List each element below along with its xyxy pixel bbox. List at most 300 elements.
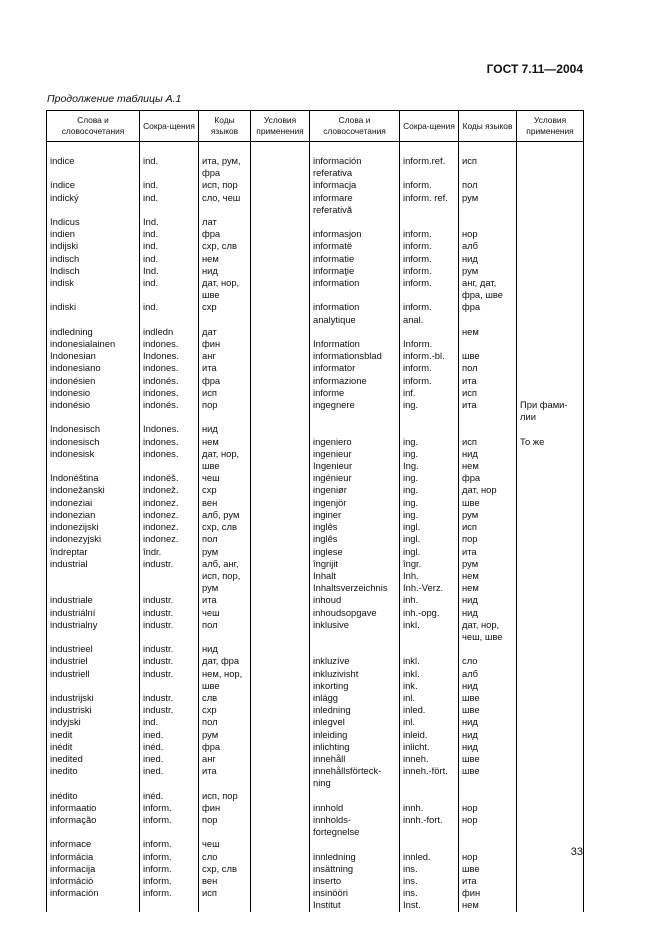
abbrev-right-cell: ing. [400,497,459,509]
abbrev-left-cell: inform. [140,802,199,814]
word-right-cell [310,423,400,435]
lang-codes-right-cell: рум [459,192,517,216]
word-right-cell: informasjon [310,228,400,240]
lang-codes-right-cell: нор [459,851,517,863]
table-row [47,265,584,277]
word-right-cell: informare referativă [310,192,400,216]
word-right-cell [310,216,400,228]
word-right-cell: ingegnere [310,399,400,423]
table-row [47,619,584,643]
conditions-left-cell [251,533,310,545]
abbrev-right-cell: innh.-fort. [400,814,459,838]
word-right-cell [310,790,400,802]
conditions-right-cell [517,216,584,228]
abbrev-right-cell [400,216,459,228]
word-left-cell: indonesio [47,387,140,399]
abbrev-right-cell: inlicht. [400,741,459,753]
abbrev-left-cell: industr. [140,558,199,595]
table-row [47,655,584,667]
lang-codes-right-cell [459,216,517,228]
conditions-right-cell [517,375,584,387]
word-right-cell: inkluzivisht inkorting [310,668,400,692]
conditions-right-cell [517,155,584,179]
conditions-left-cell [251,594,310,606]
conditions-right-cell [517,668,584,692]
word-left-cell: informação [47,814,140,838]
lang-codes-right-cell: нор [459,802,517,814]
abbrev-left-cell: indonez. [140,521,199,533]
conditions-left-cell [251,265,310,277]
table-row [47,387,584,399]
word-left-cell: információ [47,875,140,887]
lang-codes-left-cell: нем, нор, шве [199,668,251,692]
abbrev-left-cell: Indones. [140,350,199,362]
conditions-left-cell [251,887,310,911]
abbrev-right-cell: inneh.-fört. [400,765,459,789]
conditions-right-cell [517,448,584,472]
conditions-left-cell [251,240,310,252]
lang-codes-left-cell: пор [199,399,251,423]
table-header-row [47,111,584,142]
lang-codes-left-cell: анг [199,350,251,362]
lang-codes-right-cell: нид [459,607,517,619]
conditions-left-cell [251,216,310,228]
lang-codes-left-cell: схр, слв [199,240,251,252]
conditions-right-cell [517,619,584,643]
lang-codes-right-cell: нид [459,594,517,606]
abbrev-right-cell [400,643,459,655]
conditions-left-cell [251,643,310,655]
word-right-cell: ingeniero [310,436,400,448]
lang-codes-left-cell: пол [199,533,251,545]
word-right-cell [310,643,400,655]
abbrev-left-cell: inform. [140,863,199,875]
word-left-cell: informace [47,838,140,850]
word-right-cell: ingeniør [310,484,400,496]
lang-codes-left-cell: слв [199,692,251,704]
table-row [47,838,584,850]
col-header-words-left: Слова и словосочетания [47,111,140,142]
abbrev-left-cell: ind. [140,253,199,265]
table-row [47,668,584,692]
conditions-right-cell [517,277,584,301]
word-left-cell: industriální [47,607,140,619]
abbrev-left-cell: ind. [140,228,199,240]
abbrev-left-cell: inform. [140,851,199,863]
conditions-right-cell [517,192,584,216]
abbrev-left-cell: industr. [140,643,199,655]
lang-codes-left-cell: нем [199,436,251,448]
abbrev-right-cell: ing. [400,436,459,448]
lang-codes-left-cell: пол [199,716,251,728]
word-right-cell: inleiding [310,729,400,741]
word-left-cell: indoneziai [47,497,140,509]
abbrev-right-cell: ins. [400,875,459,887]
word-right-cell: ingenieur Ingenieur [310,448,400,472]
lang-codes-left-cell: ита [199,594,251,606]
lang-codes-right-cell: нид нем [459,448,517,472]
abbrev-left-cell: indonez. [140,533,199,545]
abbrev-left-cell: îndr. [140,546,199,558]
lang-codes-left-cell: вен [199,875,251,887]
abbrev-right-cell: inform. [400,228,459,240]
conditions-left-cell [251,607,310,619]
abbrev-right-cell: Inform. [400,338,459,350]
word-left-cell: industriell [47,668,140,692]
lang-codes-left-cell: сло [199,851,251,863]
conditions-right-cell [517,814,584,838]
conditions-left-cell [251,521,310,533]
abbrev-left-cell: indonéš. [140,472,199,484]
word-right-cell: informatë [310,240,400,252]
abbrev-right-cell: inform.ref. [400,155,459,179]
word-left-cell: Indonesian [47,350,140,362]
lang-codes-right-cell: нид [459,253,517,265]
word-left-cell: industriale [47,594,140,606]
word-right-cell: Information [310,338,400,350]
conditions-right-cell [517,802,584,814]
word-left-cell: indonésio [47,399,140,423]
table-row [47,607,584,619]
word-left-cell: indice [47,155,140,179]
conditions-right-cell [517,790,584,802]
table-row [47,692,584,704]
lang-codes-left-cell: дат [199,326,251,338]
table-row [47,887,584,911]
lang-codes-right-cell: нем [459,326,517,338]
page-number: 33 [570,846,583,858]
lang-codes-left-cell: схр [199,704,251,716]
lang-codes-right-cell: исп [459,155,517,179]
table-row [47,851,584,863]
conditions-left-cell [251,228,310,240]
abbrev-left-cell: indonés. [140,375,199,387]
word-right-cell: informationsblad [310,350,400,362]
word-right-cell: informaţie [310,265,400,277]
lang-codes-right-cell: шве [459,765,517,789]
word-left-cell: indonezian [47,509,140,521]
lang-codes-left-cell: дат, нор, шве [199,448,251,472]
word-left-cell: indisk [47,277,140,301]
abbrev-right-cell [400,423,459,435]
conditions-right-cell [517,484,584,496]
col-header-lang-codes-left: Коды языков [199,111,251,142]
conditions-left-cell [251,387,310,399]
abbrev-right-cell: inh.-opg. [400,607,459,619]
word-left-cell: inédit [47,741,140,753]
lang-codes-left-cell: исп, пор [199,179,251,191]
word-right-cell [310,326,400,338]
lang-codes-left-cell: фин [199,338,251,350]
table-row [47,790,584,802]
lang-codes-right-cell [459,790,517,802]
word-right-cell: informator [310,362,400,374]
conditions-right-cell [517,326,584,338]
word-left-cell: indonésien [47,375,140,387]
word-right-cell: informe [310,387,400,399]
conditions-left-cell [251,472,310,484]
abbrev-left-cell: ind. [140,301,199,325]
lang-codes-left-cell: схр, слв [199,863,251,875]
conditions-right-cell [517,643,584,655]
lang-codes-right-cell: рум нем нем [459,558,517,595]
conditions-left-cell [251,765,310,789]
word-right-cell: información referativa [310,155,400,179]
table-row [47,326,584,338]
table-row [47,802,584,814]
word-right-cell: informacja [310,179,400,191]
abbrev-right-cell: ins. [400,863,459,875]
abbrev-right-cell: inform.-bl. [400,350,459,362]
abbrev-left-cell: Ind. [140,265,199,277]
word-left-cell: índice [47,179,140,191]
lang-codes-left-cell: сло, чеш [199,192,251,216]
table-row [47,546,584,558]
conditions-right-cell [517,497,584,509]
abbrev-left-cell: indones. [140,387,199,399]
table-row [47,509,584,521]
lang-codes-right-cell: нор [459,228,517,240]
table-row [47,277,584,301]
conditions-right-cell [517,253,584,265]
table-row [47,497,584,509]
abbrev-left-cell: ind. [140,240,199,252]
lang-codes-right-cell [459,423,517,435]
table-row [47,362,584,374]
word-right-cell: inlegvel [310,716,400,728]
lang-codes-right-cell: шве [459,863,517,875]
lang-codes-right-cell: сло [459,655,517,667]
abbrev-left-cell: ind. [140,277,199,301]
abbrev-left-cell: Indones. [140,423,199,435]
lang-codes-left-cell: схр [199,484,251,496]
table-row [47,436,584,448]
word-left-cell: indonežanski [47,484,140,496]
conditions-left-cell [251,558,310,595]
word-left-cell: industrieel [47,643,140,655]
table-row [47,533,584,545]
lang-codes-left-cell: анг [199,753,251,765]
table-row [47,741,584,753]
abbrev-left-cell: indones. [140,436,199,448]
conditions-right-cell [517,558,584,595]
conditions-right-cell [517,546,584,558]
conditions-left-cell [251,350,310,362]
abbrev-right-cell: innled. [400,851,459,863]
lang-codes-right-cell: дат, нор [459,484,517,496]
word-left-cell: inedited [47,753,140,765]
conditions-left-cell [251,863,310,875]
abbrev-left-cell: industr. [140,692,199,704]
lang-codes-left-cell: исп [199,887,251,911]
abbrev-left-cell: ined. [140,765,199,789]
conditions-left-cell [251,546,310,558]
conditions-left-cell [251,277,310,301]
word-right-cell: inglês [310,533,400,545]
word-left-cell: indonezijski [47,521,140,533]
conditions-right-cell [517,729,584,741]
abbrev-left-cell: Ind. [140,216,199,228]
conditions-right-cell [517,692,584,704]
table-row [47,863,584,875]
conditions-right-cell [517,179,584,191]
abbrev-right-cell: ins. Inst. [400,887,459,911]
lang-codes-left-cell: ита, рум, фра [199,155,251,179]
lang-codes-left-cell: алб, рум [199,509,251,521]
word-right-cell: information analytique [310,301,400,325]
table-row [47,179,584,191]
col-header-conditions-right: Условия применения [517,111,584,142]
abbrev-right-cell: ingl. [400,521,459,533]
lang-codes-right-cell: ита [459,399,517,423]
word-right-cell: insinööri Institut [310,887,400,911]
word-left-cell: indiski [47,301,140,325]
lang-codes-right-cell: алб [459,240,517,252]
abbrev-left-cell: inéd. [140,741,199,753]
conditions-right-cell [517,509,584,521]
abbrev-left-cell: indonez. [140,509,199,521]
conditions-right-cell [517,741,584,753]
conditions-left-cell [251,497,310,509]
abbrev-right-cell: ing. [400,484,459,496]
conditions-right-cell: То же [517,436,584,448]
table-row [47,558,584,595]
abbrev-left-cell: indones. [140,362,199,374]
lang-codes-right-cell: фин нем [459,887,517,911]
abbrev-left-cell: industr. [140,619,199,643]
abbrev-right-cell: ing. [400,399,459,423]
conditions-left-cell [251,436,310,448]
abbrev-right-cell: innh. [400,802,459,814]
lang-codes-left-cell: нид [199,643,251,655]
conditions-right-cell [517,387,584,399]
lang-codes-left-cell: исп [199,387,251,399]
word-right-cell: inglês [310,521,400,533]
word-right-cell: information [310,277,400,301]
word-left-cell: indonesialainen [47,338,140,350]
conditions-left-cell [251,875,310,887]
abbrev-right-cell: inh. [400,594,459,606]
conditions-right-cell [517,301,584,325]
conditions-right-cell [517,704,584,716]
lang-codes-left-cell: дат, нор, шве [199,277,251,301]
table-row [47,192,584,216]
table-row [47,375,584,387]
conditions-left-cell [251,741,310,753]
abbrev-right-cell: inf. [400,387,459,399]
conditions-left-cell [251,716,310,728]
conditions-left-cell [251,155,310,179]
lang-codes-left-cell: фин [199,802,251,814]
abbrev-right-cell: inform. [400,253,459,265]
lang-codes-right-cell: фра [459,472,517,484]
abbrev-right-cell: ing. [400,472,459,484]
conditions-right-cell [517,423,584,435]
lang-codes-right-cell: рум [459,509,517,521]
table-row [47,240,584,252]
abbrev-left-cell: indledn [140,326,199,338]
conditions-right-cell [517,338,584,350]
abbrev-left-cell: ind. [140,192,199,216]
lang-codes-right-cell: дат, нор, чеш, шве [459,619,517,643]
table-row [47,448,584,472]
conditions-left-cell [251,814,310,838]
col-header-lang-codes-right: Коды языков [459,111,517,142]
word-left-cell: industrijski [47,692,140,704]
lang-codes-left-cell: фра [199,228,251,240]
abbrev-right-cell: ingl. [400,533,459,545]
conditions-right-cell [517,472,584,484]
word-right-cell: inlägg [310,692,400,704]
abbrev-right-cell [400,838,459,850]
abbrev-left-cell: industr. [140,668,199,692]
lang-codes-right-cell: шве [459,753,517,765]
abbrev-right-cell: inform. anal. [400,301,459,325]
conditions-left-cell [251,423,310,435]
word-left-cell: información [47,887,140,911]
abbrev-left-cell: ined. [140,729,199,741]
table-row [47,216,584,228]
lang-codes-right-cell: ита [459,375,517,387]
word-right-cell: informazione [310,375,400,387]
conditions-left-cell [251,338,310,350]
conditions-right-cell [517,863,584,875]
abbrev-right-cell: ingl. [400,546,459,558]
col-header-words-right: Слова и словосочетания [310,111,400,142]
abbrev-left-cell: indones. [140,448,199,472]
abbrev-left-cell: ind. [140,155,199,179]
word-left-cell: indien [47,228,140,240]
lang-codes-right-cell: рум [459,265,517,277]
word-left-cell: informacija [47,863,140,875]
abbrev-left-cell: ind. [140,179,199,191]
abbrev-left-cell: indonež. [140,484,199,496]
lang-codes-left-cell: фра [199,375,251,387]
abbrev-left-cell: inform. [140,814,199,838]
abbrev-left-cell: inform. [140,887,199,911]
conditions-right-cell [517,362,584,374]
word-right-cell: inledning [310,704,400,716]
lang-codes-left-cell: лат [199,216,251,228]
abbrev-right-cell: inform. [400,265,459,277]
word-right-cell: innholds- fortegnelse [310,814,400,838]
table-row [47,228,584,240]
conditions-right-cell [517,594,584,606]
table-row [47,301,584,325]
lang-codes-left-cell: пол [199,619,251,643]
lang-codes-left-cell: алб, анг, исп, пор, рум [199,558,251,595]
abbrev-right-cell: inform. [400,362,459,374]
table-row [47,350,584,362]
abbrev-right-cell: inl. [400,716,459,728]
word-left-cell: industriski [47,704,140,716]
conditions-right-cell [517,521,584,533]
word-left-cell: îndreptar [47,546,140,558]
lang-codes-left-cell: схр [199,301,251,325]
abbrev-left-cell: inform. [140,838,199,850]
conditions-right-cell [517,875,584,887]
lang-codes-left-cell: нем [199,253,251,265]
abbrev-right-cell: inkl. ink. [400,668,459,692]
word-left-cell: Indisch [47,265,140,277]
abbrev-right-cell: inled. [400,704,459,716]
word-left-cell: indonezyjski [47,533,140,545]
conditions-right-cell [517,350,584,362]
word-left-cell: Indicus [47,216,140,228]
table-row [47,338,584,350]
word-left-cell: industrial [47,558,140,595]
lang-codes-right-cell: ита [459,546,517,558]
